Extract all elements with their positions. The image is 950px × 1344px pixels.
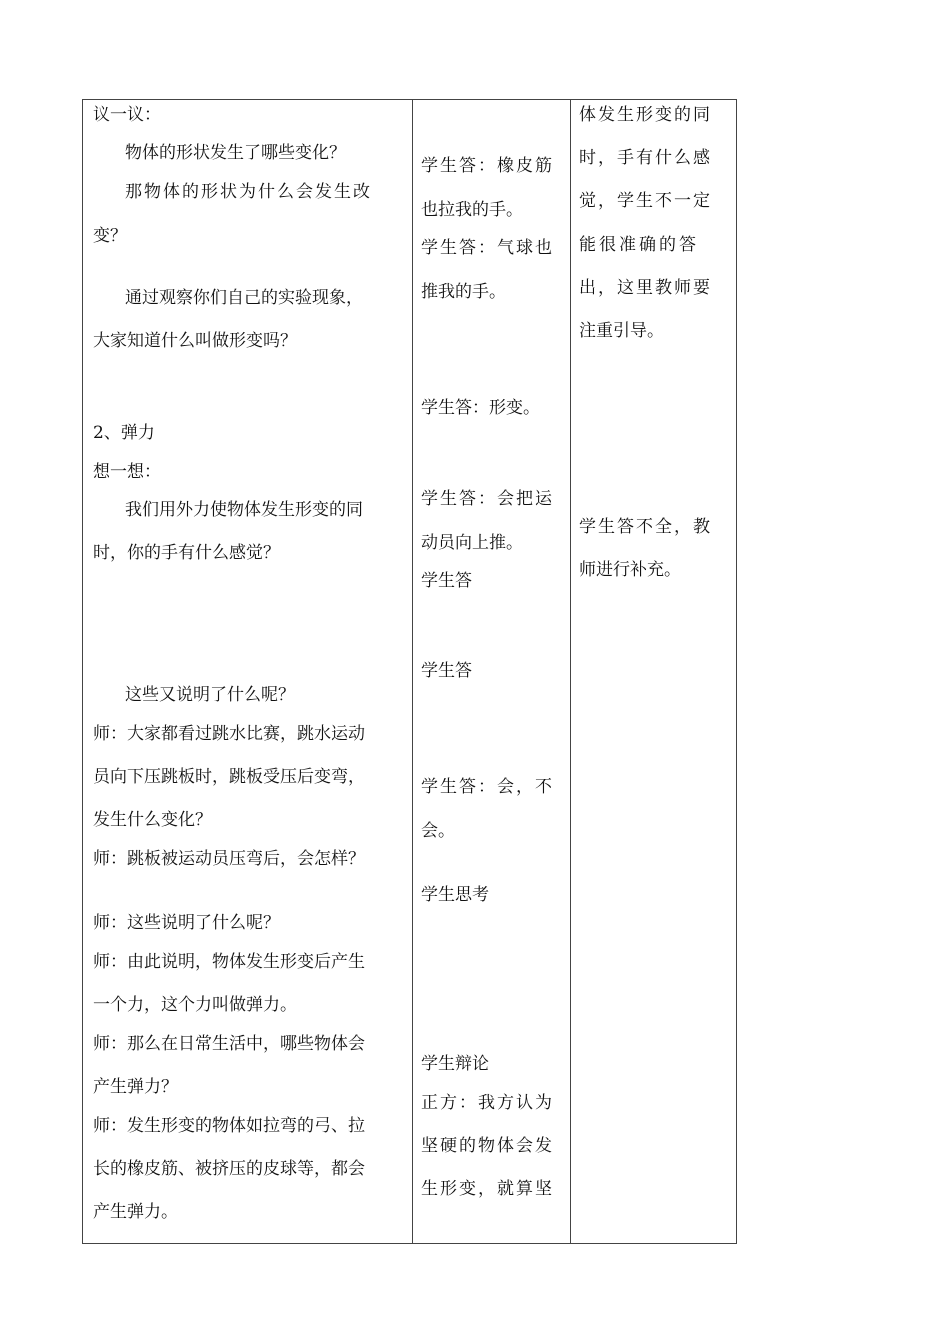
text-line: 动员向上推。 (421, 533, 523, 553)
text-line: 也拉我的手。 (421, 200, 523, 220)
text-line: 时，你的手有什么感觉？ (93, 543, 280, 563)
text-line: 能很准确的答 (579, 235, 699, 255)
text-line: 师：这些说明了什么呢？ (93, 913, 280, 933)
text-line: 发生什么变化？ (93, 810, 212, 830)
text-line: 学生答 (421, 571, 472, 591)
text-line: 通过观察你们自己的实验现象， (125, 288, 363, 308)
lesson-table (82, 99, 737, 1244)
text-line: 长的橡皮筋、被挤压的皮球等，都会 (93, 1159, 365, 1179)
text-line: 学生辩论 (421, 1054, 489, 1074)
text-line: 学生答不全，教 (579, 517, 712, 537)
text-line: 觉，学生不一定 (579, 191, 712, 211)
text-line: 大家知道什么叫做形变吗？ (93, 331, 297, 351)
design-intent-column (571, 100, 737, 1243)
text-line: 生形变，就算坚 (421, 1179, 554, 1199)
text-line: 学生答：橡皮筋 (421, 156, 554, 176)
text-line: 推我的手。 (421, 282, 506, 302)
student-activity-column (413, 100, 571, 1243)
text-line: 产生弹力？ (93, 1077, 178, 1097)
text-line: 产生弹力。 (93, 1202, 178, 1222)
text-line: 学生答：会把运 (421, 489, 554, 509)
text-line: 我们用外力使物体发生形变的同 (125, 500, 363, 520)
section-heading: 2、弹力 (93, 423, 155, 443)
text-line: 体发生形变的同 (579, 105, 712, 125)
text-line: 坚硬的物体会发 (421, 1136, 554, 1156)
text-line: 想一想： (93, 462, 161, 482)
text-line: 时，手有什么感 (579, 148, 712, 168)
text-line: 师：那么在日常生活中，哪些物体会 (93, 1034, 365, 1054)
text-line: 出，这里教师要 (579, 278, 712, 298)
text-line: 师：由此说明，物体发生形变后产生 (93, 952, 365, 972)
text-line: 那物体的形状为什么会发生改 (125, 182, 372, 202)
text-line: 师：跳板被运动员压弯后，会怎样？ (93, 849, 365, 869)
text-line: 议一议： (93, 105, 161, 125)
text-line: 师：发生形变的物体如拉弯的弓、拉 (93, 1116, 365, 1136)
text-line: 变？ (93, 226, 127, 246)
text-line: 一个力，这个力叫做弹力。 (93, 995, 297, 1015)
text-line: 正方：我方认为 (421, 1093, 554, 1113)
text-line: 学生答：气球也 (421, 238, 554, 258)
text-line: 学生答：形变。 (421, 398, 540, 418)
text-line: 物体的形状发生了哪些变化？ (125, 143, 346, 163)
text-line: 会。 (421, 821, 455, 841)
text-line: 员向下压跳板时，跳板受压后变弯， (93, 767, 365, 787)
text-line: 这些又说明了什么呢？ (125, 685, 295, 705)
text-line: 师：大家都看过跳水比赛，跳水运动 (93, 724, 365, 744)
text-line: 学生答：会，不 (421, 777, 554, 797)
text-line: 学生答 (421, 661, 472, 681)
teacher-activity-column (83, 100, 413, 1243)
text-line: 学生思考 (421, 885, 489, 905)
text-line: 师进行补充。 (579, 560, 681, 580)
text-line: 注重引导。 (579, 321, 664, 341)
